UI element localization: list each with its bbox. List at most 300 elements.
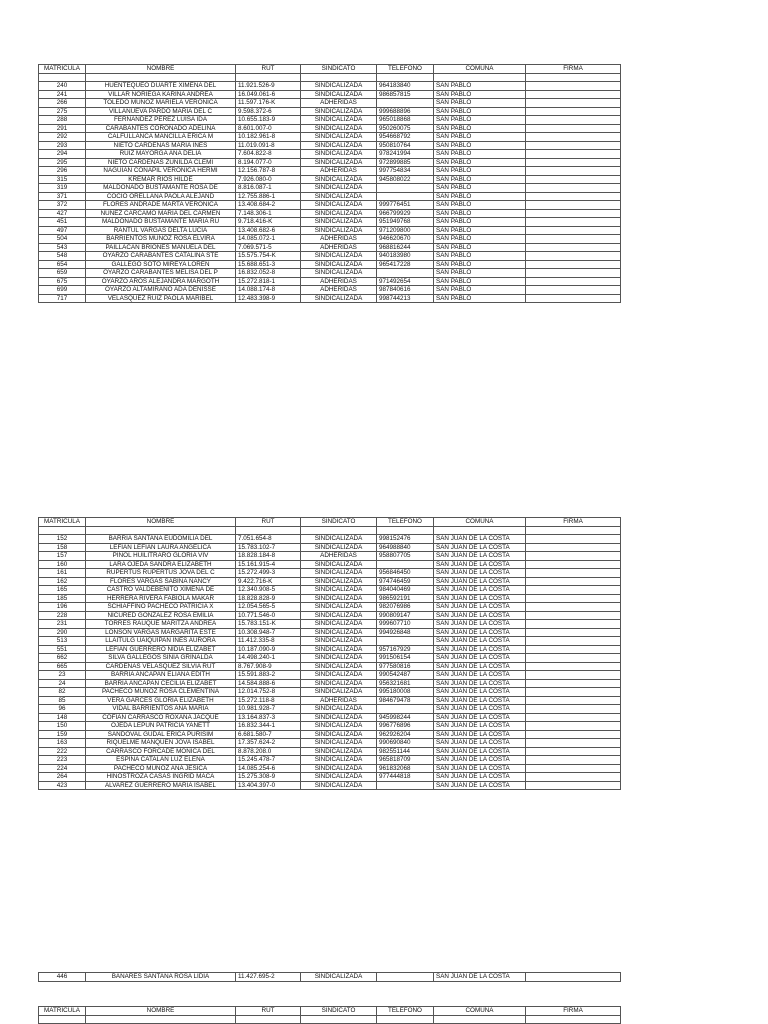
column-header-matricula: MATRICULA: [39, 1007, 86, 1016]
cell-matricula: 293: [39, 141, 86, 150]
cell-telefono: 998744213: [377, 294, 434, 303]
cell-rut: 13.164.837-3: [236, 713, 301, 722]
column-header-telefono: TELEFONO: [377, 518, 434, 527]
cell-comuna: SAN JUAN DE LA COSTA: [434, 569, 526, 578]
cell-matricula: 659: [39, 269, 86, 278]
cell-rut: 15.161.915-4: [236, 560, 301, 569]
cell-telefono: 957167929: [377, 645, 434, 654]
cell-telefono: [377, 184, 434, 193]
cell-rut: 12.340.908-5: [236, 586, 301, 595]
cell-firma: [526, 577, 621, 586]
cell-telefono: 940183980: [377, 252, 434, 261]
cell-nombre: NIETO CARDENAS MARIA INES: [86, 141, 236, 150]
cell-matricula: 292: [39, 133, 86, 142]
cell-comuna: SAN PABLO: [434, 184, 526, 193]
cell-comuna: SAN PABLO: [434, 107, 526, 116]
cell-sindicato: SINDICALIZADA: [301, 124, 377, 133]
blank-cell: [434, 526, 526, 535]
cell-rut: 7.069.571-5: [236, 243, 301, 252]
cell-matricula: 295: [39, 158, 86, 167]
cell-nombre: COCIO ORELLANA PAOLA ALEJAND: [86, 192, 236, 201]
blank-row: [39, 1015, 621, 1024]
cell-comuna: SAN PABLO: [434, 209, 526, 218]
cell-rut: 12.054.565-5: [236, 603, 301, 612]
cell-matricula: 427: [39, 209, 86, 218]
cell-sindicato: SINDICALIZADA: [301, 730, 377, 739]
cell-firma: [526, 167, 621, 176]
table-row: [39, 294, 621, 303]
cell-nombre: NAGUIAN CONAPIL VERONICA HERMI: [86, 167, 236, 176]
cell-firma: [526, 184, 621, 193]
cell-rut: 15.591.883-2: [236, 671, 301, 680]
cell-telefono: 991506154: [377, 654, 434, 663]
cell-rut: 18.828.828-9: [236, 594, 301, 603]
cell-telefono: 982076986: [377, 603, 434, 612]
cell-firma: [526, 286, 621, 295]
cell-sindicato: ADHERIDAS: [301, 99, 377, 108]
cell-sindicato: SINDICALIZADA: [301, 654, 377, 663]
cell-sindicato: SINDICALIZADA: [301, 679, 377, 688]
cell-firma: [526, 260, 621, 269]
cell-nombre: KREMAR RIOS HILDE: [86, 175, 236, 184]
members-table-san-pablo: [38, 64, 621, 303]
cell-telefono: 990809147: [377, 611, 434, 620]
cell-rut: 13.408.684-2: [236, 201, 301, 210]
blank-cell: [377, 526, 434, 535]
blank-cell: [434, 1015, 526, 1024]
cell-rut: 13.408.682-6: [236, 226, 301, 235]
cell-matricula: 228: [39, 611, 86, 620]
cell-nombre: CARABANTES CORONADO ADELINA: [86, 124, 236, 133]
cell-rut: 12.014.752-8: [236, 688, 301, 697]
cell-matricula: 240: [39, 82, 86, 91]
cell-firma: [526, 645, 621, 654]
cell-nombre: OYARZO AROS ALEJANDRA MARGOTH: [86, 277, 236, 286]
cell-sindicato: SINDICALIZADA: [301, 535, 377, 544]
table-row: [39, 235, 621, 244]
cell-firma: [526, 150, 621, 159]
cell-nombre: PACHECO MUÑOZ ANA JESICA: [86, 764, 236, 773]
cell-sindicato: SINDICALIZADA: [301, 637, 377, 646]
cell-sindicato: SINDICALIZADA: [301, 218, 377, 227]
cell-matricula: 513: [39, 637, 86, 646]
table-row: [39, 192, 621, 201]
cell-telefono: [377, 705, 434, 714]
cell-rut: 14.088.174-8: [236, 286, 301, 295]
cell-rut: 10.308.948-7: [236, 628, 301, 637]
cell-nombre: FLORES VARGAS SABINA NANCY: [86, 577, 236, 586]
cell-matricula: 548: [39, 252, 86, 261]
table-row: [39, 688, 621, 697]
cell-firma: [526, 756, 621, 765]
cell-firma: [526, 739, 621, 748]
cell-sindicato: SINDICALIZADA: [301, 175, 377, 184]
cell-nombre: FLORES ANDRADE MARTA VERONICA: [86, 201, 236, 210]
cell-sindicato: SINDICALIZADA: [301, 269, 377, 278]
cell-nombre: PAILLACAN BRIONES MANUELA DEL: [86, 243, 236, 252]
cell-telefono: 977444818: [377, 773, 434, 782]
cell-comuna: SAN PABLO: [434, 218, 526, 227]
cell-sindicato: SINDICALIZADA: [301, 747, 377, 756]
blank-row: [39, 73, 621, 82]
cell-comuna: SAN JUAN DE LA COSTA: [434, 603, 526, 612]
cell-sindicato: SINDICALIZADA: [301, 150, 377, 159]
cell-sindicato: SINDICALIZADA: [301, 671, 377, 680]
cell-firma: [526, 654, 621, 663]
cell-comuna: SAN PABLO: [434, 294, 526, 303]
table-row: [39, 756, 621, 765]
table-row: [39, 260, 621, 269]
cell-sindicato: SINDICALIZADA: [301, 294, 377, 303]
cell-nombre: RUPERTUS RUPERTUS JOVA DEL C: [86, 569, 236, 578]
cell-firma: [526, 277, 621, 286]
cell-telefono: 990542487: [377, 671, 434, 680]
cell-sindicato: SINDICALIZADA: [301, 543, 377, 552]
cell-matricula: 497: [39, 226, 86, 235]
cell-nombre: BANARES SANTANA ROSA LIDIA: [86, 973, 236, 982]
cell-nombre: VILLANUEVA PARDO MARIA DEL C: [86, 107, 236, 116]
cell-nombre: MALDONADO BUSTAMANTE MARIA RU: [86, 218, 236, 227]
column-header-firma: FIRMA: [526, 518, 621, 527]
cell-firma: [526, 973, 621, 982]
cell-telefono: [377, 781, 434, 790]
table-row: [39, 218, 621, 227]
cell-nombre: OYARZO CARABANTES MELISA DEL P: [86, 269, 236, 278]
table-row: [39, 82, 621, 91]
table-header: [39, 65, 621, 74]
cell-firma: [526, 594, 621, 603]
cell-sindicato: SINDICALIZADA: [301, 773, 377, 782]
header-row: [39, 1007, 621, 1016]
cell-sindicato: SINDICALIZADA: [301, 577, 377, 586]
cell-sindicato: SINDICALIZADA: [301, 645, 377, 654]
cell-telefono: 950260075: [377, 124, 434, 133]
cell-sindicato: SINDICALIZADA: [301, 201, 377, 210]
cell-telefono: [377, 192, 434, 201]
cell-nombre: SILVA GALLEGOS SINIA GRINALDA: [86, 654, 236, 663]
table-row: [39, 226, 621, 235]
cell-rut: 10.182.961-8: [236, 133, 301, 142]
cell-sindicato: ADHERIDAS: [301, 277, 377, 286]
table-header: [39, 518, 621, 527]
cell-matricula: 319: [39, 184, 86, 193]
cell-sindicato: SINDICALIZADA: [301, 594, 377, 603]
table-row: [39, 603, 621, 612]
cell-nombre: CASTRO VALDEBENITO XIMENA DE: [86, 586, 236, 595]
cell-rut: 12.156.787-8: [236, 167, 301, 176]
cell-comuna: SAN JUAN DE LA COSTA: [434, 713, 526, 722]
table-row: [39, 973, 621, 982]
cell-matricula: 551: [39, 645, 86, 654]
cell-matricula: 654: [39, 260, 86, 269]
cell-rut: 11.412.335-8: [236, 637, 301, 646]
cell-nombre: SCHIAFFINO PACHECO PATRICIA X: [86, 603, 236, 612]
cell-firma: [526, 543, 621, 552]
cell-nombre: PACHECO MUÑOZ ROSA CLEMENTINA: [86, 688, 236, 697]
cell-matricula: 296: [39, 167, 86, 176]
cell-nombre: MALDONADO BUSTAMANTE ROSA DE: [86, 184, 236, 193]
cell-telefono: 956846450: [377, 569, 434, 578]
cell-nombre: VERA GARCES GLORIA ELIZABETH: [86, 696, 236, 705]
cell-firma: [526, 141, 621, 150]
cell-telefono: 972899885: [377, 158, 434, 167]
table-row: [39, 747, 621, 756]
blank-cell: [86, 526, 236, 535]
cell-matricula: 451: [39, 218, 86, 227]
table-row: [39, 158, 621, 167]
cell-comuna: SAN JUAN DE LA COSTA: [434, 747, 526, 756]
cell-telefono: 961832068: [377, 764, 434, 773]
cell-firma: [526, 620, 621, 629]
table-row: [39, 705, 621, 714]
cell-matricula: 699: [39, 286, 86, 295]
cell-firma: [526, 764, 621, 773]
cell-comuna: SAN PABLO: [434, 175, 526, 184]
cell-nombre: RUIZ MAYORGA ANA DELIA: [86, 150, 236, 159]
cell-sindicato: SINDICALIZADA: [301, 739, 377, 748]
cell-rut: 9.598.372-6: [236, 107, 301, 116]
cell-sindicato: SINDICALIZADA: [301, 133, 377, 142]
cell-firma: [526, 209, 621, 218]
cell-telefono: 964183840: [377, 82, 434, 91]
cell-firma: [526, 294, 621, 303]
cell-firma: [526, 730, 621, 739]
table-row: [39, 252, 621, 261]
members-table-single-row: [38, 972, 621, 982]
table-row: [39, 662, 621, 671]
blank-cell: [377, 73, 434, 82]
cell-matricula: 148: [39, 713, 86, 722]
cell-comuna: SAN JUAN DE LA COSTA: [434, 773, 526, 782]
cell-rut: 14.498.240-1: [236, 654, 301, 663]
table-row: [39, 679, 621, 688]
column-header-nombre: NOMBRE: [86, 518, 236, 527]
blank-cell: [526, 73, 621, 82]
table-row: [39, 594, 621, 603]
cell-telefono: 999688896: [377, 107, 434, 116]
cell-matricula: 665: [39, 662, 86, 671]
cell-matricula: 163: [39, 739, 86, 748]
cell-sindicato: SINDICALIZADA: [301, 611, 377, 620]
cell-rut: 12.755.886-1: [236, 192, 301, 201]
cell-telefono: 986857815: [377, 90, 434, 99]
table-row: [39, 150, 621, 159]
column-header-nombre: NOMBRE: [86, 1007, 236, 1016]
cell-matricula: 288: [39, 116, 86, 125]
cell-rut: 16.832.052-8: [236, 269, 301, 278]
cell-telefono: 958807705: [377, 552, 434, 561]
cell-rut: 18.828.184-8: [236, 552, 301, 561]
table-row: [39, 637, 621, 646]
cell-nombre: VILLAR NORIEGA KARINA ANDREA: [86, 90, 236, 99]
column-header-sindicato: SINDICATO: [301, 65, 377, 74]
cell-rut: 15.245.478-7: [236, 756, 301, 765]
cell-telefono: 974746459: [377, 577, 434, 586]
table-row: [39, 133, 621, 142]
cell-telefono: 995180008: [377, 688, 434, 697]
header-row: [39, 65, 621, 74]
cell-matricula: 223: [39, 756, 86, 765]
cell-nombre: BARRIA ANCAPAN CECILIA ELIZABET: [86, 679, 236, 688]
cell-matricula: 160: [39, 560, 86, 569]
column-header-rut: RUT: [236, 518, 301, 527]
cell-nombre: NIETO CARDENAS ZUNILDA CLEMI: [86, 158, 236, 167]
blank-cell: [86, 73, 236, 82]
cell-firma: [526, 192, 621, 201]
cell-firma: [526, 175, 621, 184]
column-header-rut: RUT: [236, 1007, 301, 1016]
cell-firma: [526, 781, 621, 790]
cell-nombre: LEFIAN LEFIAN LAURA ANGELICA: [86, 543, 236, 552]
column-header-comuna: COMUNA: [434, 518, 526, 527]
cell-comuna: SAN PABLO: [434, 116, 526, 125]
cell-comuna: SAN JUAN DE LA COSTA: [434, 730, 526, 739]
cell-rut: 7.926.080-0: [236, 175, 301, 184]
blank-cell: [301, 1015, 377, 1024]
cell-comuna: SAN PABLO: [434, 277, 526, 286]
cell-rut: 11.597.176-K: [236, 99, 301, 108]
cell-firma: [526, 603, 621, 612]
cell-nombre: LEFIAN GUERRERO NIDIA ELIZABET: [86, 645, 236, 654]
cell-telefono: [377, 560, 434, 569]
cell-sindicato: ADHERIDAS: [301, 286, 377, 295]
cell-nombre: BARRIA ANCAPAN ELIANA EDITH: [86, 671, 236, 680]
cell-telefono: 984679478: [377, 696, 434, 705]
cell-rut: 8.194.077-0: [236, 158, 301, 167]
table-row: [39, 543, 621, 552]
cell-firma: [526, 560, 621, 569]
cell-comuna: SAN JUAN DE LA COSTA: [434, 781, 526, 790]
cell-telefono: 946620670: [377, 235, 434, 244]
cell-sindicato: ADHERIDAS: [301, 243, 377, 252]
cell-nombre: SANDOVAL GUDAL ERICA PURISIM: [86, 730, 236, 739]
cell-matricula: 290: [39, 628, 86, 637]
cell-firma: [526, 705, 621, 714]
cell-comuna: SAN PABLO: [434, 133, 526, 142]
cell-nombre: OYARZO ALTAMIRANO ADA DENISSE: [86, 286, 236, 295]
cell-sindicato: SINDICALIZADA: [301, 662, 377, 671]
cell-telefono: 984040469: [377, 586, 434, 595]
cell-telefono: 966799929: [377, 209, 434, 218]
members-table-next-page: [38, 1006, 621, 1024]
cell-telefono: 951949768: [377, 218, 434, 227]
cell-firma: [526, 269, 621, 278]
cell-matricula: 291: [39, 124, 86, 133]
cell-firma: [526, 696, 621, 705]
table-row: [39, 713, 621, 722]
table-row: [39, 141, 621, 150]
cell-telefono: 945808022: [377, 175, 434, 184]
cell-comuna: SAN JUAN DE LA COSTA: [434, 756, 526, 765]
cell-nombre: HERRERA RIVERA FABIOLA MAKAR: [86, 594, 236, 603]
cell-rut: 7.604.822-8: [236, 150, 301, 159]
cell-comuna: SAN JUAN DE LA COSTA: [434, 739, 526, 748]
table-row: [39, 628, 621, 637]
table-row: [39, 569, 621, 578]
cell-matricula: 371: [39, 192, 86, 201]
cell-nombre: CARRASCO FORCADE MONICA DEL: [86, 747, 236, 756]
cell-firma: [526, 201, 621, 210]
table-row: [39, 773, 621, 782]
cell-matricula: 96: [39, 705, 86, 714]
cell-matricula: 504: [39, 235, 86, 244]
cell-firma: [526, 235, 621, 244]
cell-comuna: SAN PABLO: [434, 252, 526, 261]
cell-matricula: 23: [39, 671, 86, 680]
cell-firma: [526, 637, 621, 646]
cell-comuna: SAN PABLO: [434, 201, 526, 210]
cell-matricula: 165: [39, 586, 86, 595]
cell-nombre: CALFULLANCA MANCILLA ERICA M: [86, 133, 236, 142]
cell-firma: [526, 107, 621, 116]
cell-rut: 15.575.754-K: [236, 252, 301, 261]
cell-telefono: 971209800: [377, 226, 434, 235]
cell-telefono: 998152476: [377, 535, 434, 544]
cell-telefono: 982551144: [377, 747, 434, 756]
cell-rut: 9.422.716-K: [236, 577, 301, 586]
cell-matricula: 315: [39, 175, 86, 184]
table-row: [39, 116, 621, 125]
cell-firma: [526, 124, 621, 133]
column-header-nombre: NOMBRE: [86, 65, 236, 74]
cell-comuna: SAN JUAN DE LA COSTA: [434, 662, 526, 671]
cell-sindicato: SINDICALIZADA: [301, 226, 377, 235]
cell-sindicato: SINDICALIZADA: [301, 260, 377, 269]
cell-matricula: 241: [39, 90, 86, 99]
cell-telefono: 990690840: [377, 739, 434, 748]
cell-rut: 6.681.580-7: [236, 730, 301, 739]
cell-rut: 10.655.183-9: [236, 116, 301, 125]
cell-rut: 15.688.651-3: [236, 260, 301, 269]
blank-cell: [526, 1015, 621, 1024]
cell-telefono: 986592191: [377, 594, 434, 603]
cell-comuna: SAN JUAN DE LA COSTA: [434, 535, 526, 544]
table-row: [39, 107, 621, 116]
table-row: [39, 99, 621, 108]
cell-rut: 8.767.908-9: [236, 662, 301, 671]
table-row: [39, 671, 621, 680]
members-table-san-juan-de-la-costa: [38, 517, 621, 790]
cell-rut: 10.771.546-0: [236, 611, 301, 620]
cell-comuna: SAN JUAN DE LA COSTA: [434, 577, 526, 586]
table-row: [39, 577, 621, 586]
blank-cell: [377, 1015, 434, 1024]
blank-cell: [526, 526, 621, 535]
cell-rut: 11.921.526-9: [236, 82, 301, 91]
cell-telefono: 962926204: [377, 730, 434, 739]
cell-firma: [526, 628, 621, 637]
cell-comuna: SAN JUAN DE LA COSTA: [434, 586, 526, 595]
cell-nombre: VELASQUEZ RUIZ PAOLA MARIBEL: [86, 294, 236, 303]
table-row: [39, 739, 621, 748]
cell-sindicato: SINDICALIZADA: [301, 620, 377, 629]
cell-nombre: LARA OJEDA SANDRA ELIZABETH: [86, 560, 236, 569]
cell-sindicato: SINDICALIZADA: [301, 107, 377, 116]
cell-matricula: 161: [39, 569, 86, 578]
cell-comuna: SAN PABLO: [434, 192, 526, 201]
header-row: [39, 518, 621, 527]
column-header-telefono: TELEFONO: [377, 65, 434, 74]
cell-matricula: 162: [39, 577, 86, 586]
cell-rut: 16.049.061-6: [236, 90, 301, 99]
blank-cell: [39, 1015, 86, 1024]
cell-nombre: GALLEGO SOTO MIREYA LOREN: [86, 260, 236, 269]
cell-nombre: PINOL HUILITRARO GLORIA VIV: [86, 552, 236, 561]
blank-row: [39, 526, 621, 535]
cell-nombre: HUENTEQUEO DUARTE XIMENA DEL: [86, 82, 236, 91]
cell-comuna: SAN JUAN DE LA COSTA: [434, 722, 526, 731]
cell-firma: [526, 243, 621, 252]
